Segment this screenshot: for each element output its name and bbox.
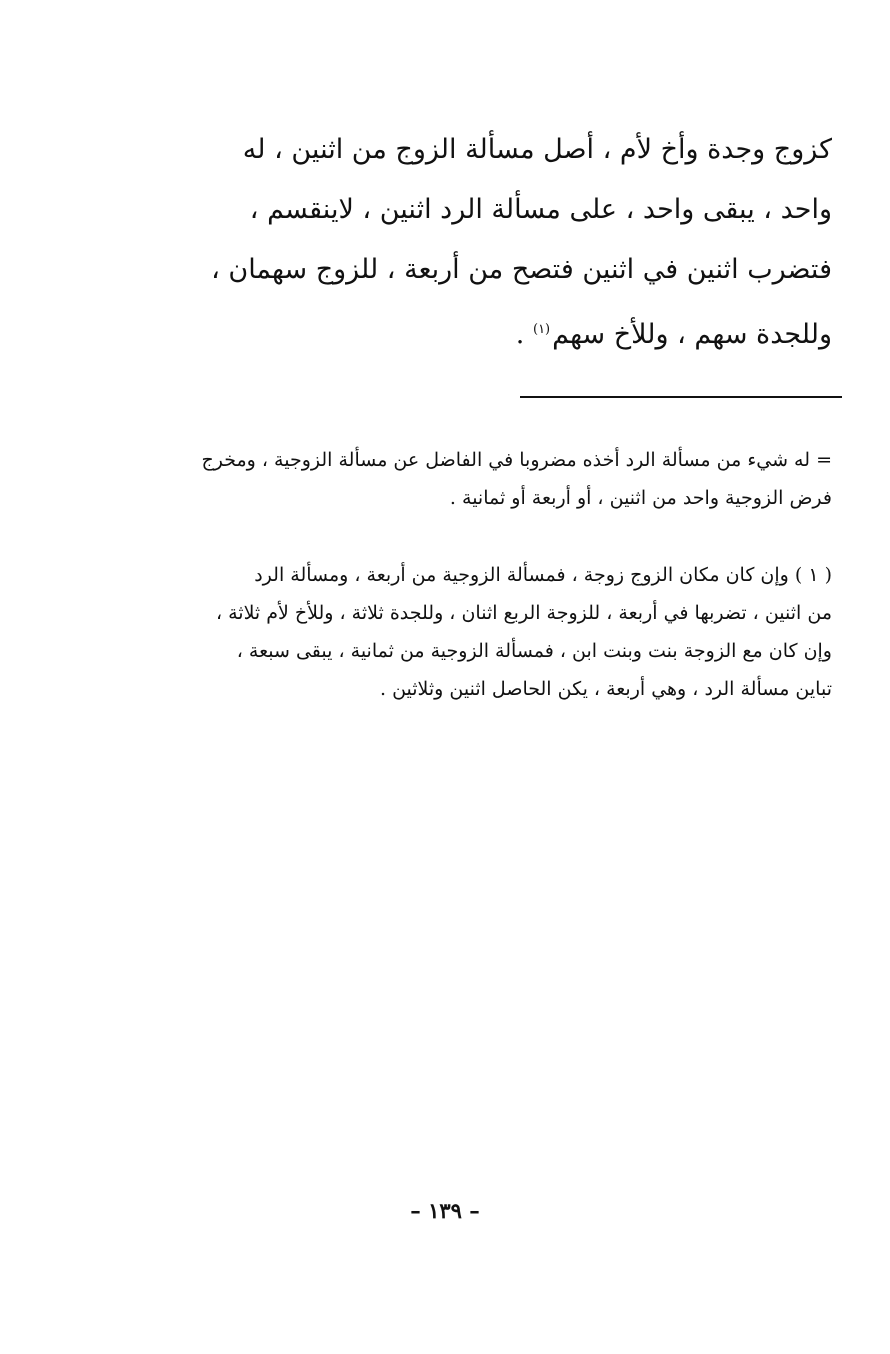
main-text-line: واحد ، يبقى واحد ، على مسألة الرد اثنين ، لاينقسم ، [249, 194, 832, 225]
page-number: – ١٣٩ – [410, 1198, 480, 1223]
footnote-1 [108, 556, 832, 708]
sentence-end-period: . [515, 319, 525, 350]
footnote-separator-rule [520, 396, 842, 398]
footnote-line: تباين مسألة الرد ، وهي أربعة ، يكن الحاصل اثنين وثلاثين . [379, 678, 832, 700]
footnote-line: فرض الزوجية واحد من اثنين ، أو أربعة أو ثمانية . [449, 487, 832, 509]
footnote-reference-marker: (١) [532, 322, 551, 337]
footnote-line: ( ١ ) وإن كان مكان الزوج زوجة ، فمسألة الزوجية من أربعة ، ومسألة الرد [254, 564, 832, 586]
main-text-line: كزوج وجدة وأخ لأم ، أصل مسألة الزوج من اثنين ، له [242, 134, 832, 165]
footnote-line: من اثنين ، تضربها في أربعة ، للزوجة الربع اثنان ، وللجدة ثلاثة ، وللأخ لأم ثلاثة ، [215, 602, 832, 624]
main-text-line: وللجدة سهم ، وللأخ سهم [552, 319, 832, 350]
main-text-last-line [112, 300, 832, 360]
footnote-line: = له شيء من مسألة الرد أخذه مضروبا في الفاضل عن مسألة الزوجية ، ومخرج [201, 449, 832, 471]
main-text-line: فتضرب اثنين في اثنين فتصح من أربعة ، للزوج سهمان ، [211, 254, 832, 285]
footnote-continuation [108, 441, 832, 517]
footnote-line: وإن كان مع الزوجة بنت وبنت ابن ، فمسألة الزوجية من ثمانية ، يبقى سبعة ، [236, 640, 832, 662]
main-text-block [112, 120, 832, 360]
